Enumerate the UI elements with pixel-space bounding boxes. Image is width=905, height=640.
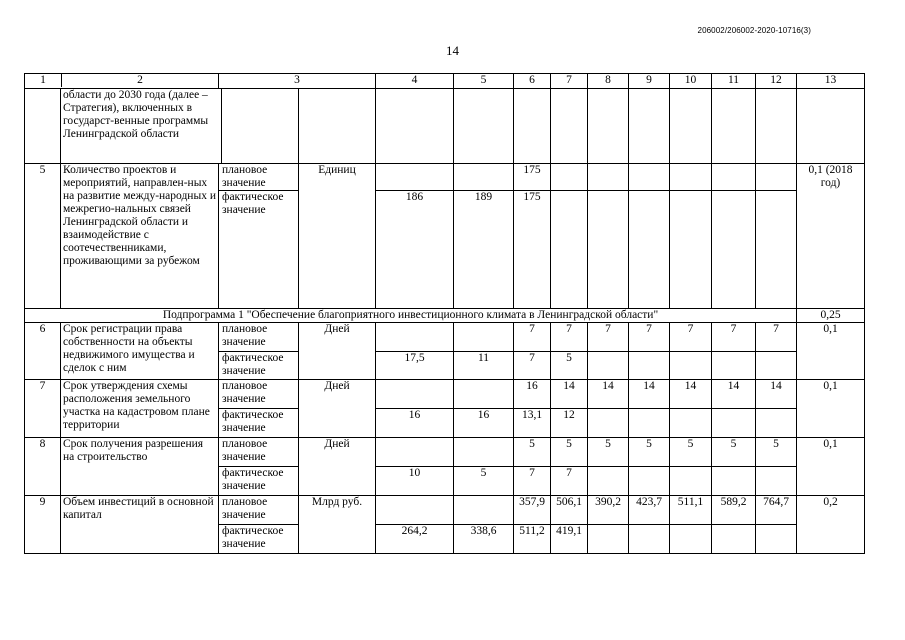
plan-value: 5 bbox=[670, 438, 712, 467]
fact-value bbox=[629, 409, 670, 438]
plan-value bbox=[670, 164, 712, 191]
indicator-name: Количество проектов и мероприятий, направлен-ных на развитие между-народных и межрегио-нальных связей Ленинградской области и взаимодействие с соотечественниками, проживающими за рубежом bbox=[61, 164, 219, 309]
plan-value: 175 bbox=[514, 164, 551, 191]
header-cell-8: 8 bbox=[588, 74, 629, 89]
fact-value bbox=[588, 352, 629, 380]
fact-value bbox=[670, 525, 712, 554]
indicator-row-plan bbox=[25, 380, 865, 409]
fact-value bbox=[712, 352, 756, 380]
fact-value bbox=[670, 191, 712, 309]
fact-value: 264,2 bbox=[376, 525, 454, 554]
plan-value: 5 bbox=[712, 438, 756, 467]
fact-value: 11 bbox=[454, 352, 514, 380]
header-cell-6: 6 bbox=[514, 74, 551, 89]
fact-value: 7 bbox=[514, 352, 551, 380]
plan-value: 357,9 bbox=[514, 496, 551, 525]
fact-value bbox=[712, 467, 756, 496]
fact-value bbox=[670, 467, 712, 496]
fact-value: 419,1 bbox=[551, 525, 588, 554]
plan-label: плановое значение bbox=[219, 323, 299, 352]
fact-value bbox=[588, 467, 629, 496]
header-cell-9: 9 bbox=[629, 74, 670, 89]
fact-value: 17,5 bbox=[376, 352, 454, 380]
plan-value bbox=[376, 380, 454, 409]
fact-value bbox=[551, 191, 588, 309]
plan-value bbox=[629, 164, 670, 191]
indicator-row-plan bbox=[25, 164, 865, 191]
continuation-row bbox=[25, 89, 865, 164]
fact-label: фактическое значение bbox=[219, 352, 299, 380]
fact-value: 16 bbox=[376, 409, 454, 438]
plan-value bbox=[454, 323, 514, 352]
plan-value: 423,7 bbox=[629, 496, 670, 525]
indicator-number: 5 bbox=[25, 164, 61, 309]
fact-value bbox=[712, 409, 756, 438]
unit: Единиц bbox=[299, 164, 376, 309]
plan-value: 5 bbox=[588, 438, 629, 467]
fact-value bbox=[629, 191, 670, 309]
fact-value: 7 bbox=[514, 467, 551, 496]
fact-label: фактическое значение bbox=[219, 409, 299, 438]
fact-value bbox=[756, 467, 797, 496]
plan-value: 589,2 bbox=[712, 496, 756, 525]
plan-value bbox=[376, 438, 454, 467]
plan-value: 5 bbox=[756, 438, 797, 467]
weight-value: 0,2 bbox=[797, 496, 865, 554]
fact-value: 189 bbox=[454, 191, 514, 309]
continued-indicator-text: области до 2030 года (далее – Стратегия), включенных в государст-венные программы Ленинградской области bbox=[61, 89, 222, 163]
unit: Дней bbox=[299, 323, 376, 380]
indicator-name: Срок регистрации права собственности на объекты недвижимого имущества и сделок с ним bbox=[61, 323, 219, 380]
weight-value: 0,1 bbox=[797, 323, 865, 380]
fact-value bbox=[588, 525, 629, 554]
plan-value: 16 bbox=[514, 380, 551, 409]
fact-value bbox=[588, 409, 629, 438]
fact-value: 13,1 bbox=[514, 409, 551, 438]
fact-value: 7 bbox=[551, 467, 588, 496]
indicator-number: 8 bbox=[25, 438, 61, 496]
plan-value: 7 bbox=[756, 323, 797, 352]
indicator-name: Объем инвестиций в основной капитал bbox=[61, 496, 219, 554]
document-id: 206002/206002-2020-10716(3) bbox=[697, 26, 811, 35]
fact-label: фактическое значение bbox=[219, 525, 299, 554]
plan-label: плановое значение bbox=[219, 164, 299, 191]
plan-value bbox=[756, 164, 797, 191]
plan-value: 7 bbox=[514, 323, 551, 352]
plan-value: 7 bbox=[712, 323, 756, 352]
plan-value: 5 bbox=[551, 438, 588, 467]
indicator-row-plan bbox=[25, 496, 865, 525]
fact-value bbox=[756, 191, 797, 309]
fact-value bbox=[712, 525, 756, 554]
plan-value bbox=[454, 496, 514, 525]
plan-value: 5 bbox=[629, 438, 670, 467]
plan-value: 7 bbox=[670, 323, 712, 352]
page-number: 14 bbox=[446, 43, 459, 58]
indicator-number: 7 bbox=[25, 380, 61, 438]
header-cell-13: 13 bbox=[797, 74, 865, 89]
plan-label: плановое значение bbox=[219, 438, 299, 467]
fact-value: 12 bbox=[551, 409, 588, 438]
plan-value: 7 bbox=[588, 323, 629, 352]
header-row bbox=[25, 74, 865, 89]
fact-value bbox=[756, 352, 797, 380]
subprogram-title: Подпрограмма 1 "Обеспечение благоприятного инвестиционного климата в Ленинградской области" bbox=[25, 309, 797, 323]
fact-value bbox=[712, 191, 756, 309]
weight-value: 0,1 (2018 год) bbox=[797, 164, 865, 309]
plan-value: 764,7 bbox=[756, 496, 797, 525]
fact-value bbox=[756, 525, 797, 554]
plan-value: 14 bbox=[756, 380, 797, 409]
indicators-table bbox=[24, 73, 865, 554]
fact-value: 16 bbox=[454, 409, 514, 438]
plan-value bbox=[376, 496, 454, 525]
fact-value: 511,2 bbox=[514, 525, 551, 554]
fact-label: фактическое значение bbox=[219, 467, 299, 496]
fact-value: 175 bbox=[514, 191, 551, 309]
unit: Дней bbox=[299, 438, 376, 496]
indicator-name: Срок утверждения схемы расположения земельного участка на кадастровом плане территории bbox=[61, 380, 219, 438]
fact-value: 10 bbox=[376, 467, 454, 496]
fact-label: фактическое значение bbox=[219, 191, 299, 309]
plan-value: 511,1 bbox=[670, 496, 712, 525]
indicator-number: 6 bbox=[25, 323, 61, 380]
fact-value bbox=[629, 467, 670, 496]
subprogram-weight: 0,25 bbox=[797, 309, 865, 323]
fact-value: 338,6 bbox=[454, 525, 514, 554]
plan-value: 14 bbox=[588, 380, 629, 409]
fact-value bbox=[670, 409, 712, 438]
plan-value bbox=[376, 164, 454, 191]
fact-value bbox=[588, 191, 629, 309]
plan-value bbox=[454, 164, 514, 191]
fact-value bbox=[629, 352, 670, 380]
plan-value: 390,2 bbox=[588, 496, 629, 525]
fact-value bbox=[629, 525, 670, 554]
plan-value bbox=[712, 164, 756, 191]
plan-value: 14 bbox=[551, 380, 588, 409]
fact-value: 5 bbox=[551, 352, 588, 380]
plan-value: 14 bbox=[712, 380, 756, 409]
plan-label: плановое значение bbox=[219, 380, 299, 409]
header-cell-5: 5 bbox=[454, 74, 514, 89]
fact-value bbox=[670, 352, 712, 380]
unit: Млрд руб. bbox=[299, 496, 376, 554]
plan-value: 5 bbox=[514, 438, 551, 467]
fact-value bbox=[756, 409, 797, 438]
header-cell-4: 4 bbox=[376, 74, 454, 89]
plan-value bbox=[454, 380, 514, 409]
plan-value: 7 bbox=[551, 323, 588, 352]
plan-value: 14 bbox=[670, 380, 712, 409]
weight-value: 0,1 bbox=[797, 438, 865, 496]
plan-value: 14 bbox=[629, 380, 670, 409]
plan-value bbox=[588, 164, 629, 191]
header-cell-12: 12 bbox=[756, 74, 797, 89]
header-cell-3: 3 bbox=[219, 74, 376, 89]
indicator-row-plan bbox=[25, 438, 865, 467]
header-cell-1: 1 bbox=[25, 74, 62, 87]
plan-value: 506,1 bbox=[551, 496, 588, 525]
fact-value: 5 bbox=[454, 467, 514, 496]
indicator-row-plan bbox=[25, 323, 865, 352]
subprogram-row bbox=[25, 309, 865, 323]
plan-value: 7 bbox=[629, 323, 670, 352]
plan-value bbox=[454, 438, 514, 467]
plan-value bbox=[551, 164, 588, 191]
header-cell-10: 10 bbox=[670, 74, 712, 89]
header-cell-11: 11 bbox=[712, 74, 756, 89]
unit: Дней bbox=[299, 380, 376, 438]
header-cell-7: 7 bbox=[551, 74, 588, 89]
plan-label: плановое значение bbox=[219, 496, 299, 525]
fact-value: 186 bbox=[376, 191, 454, 309]
weight-value: 0,1 bbox=[797, 380, 865, 438]
plan-value bbox=[376, 323, 454, 352]
header-cell-2: 2 bbox=[137, 74, 143, 86]
indicator-name: Срок получения разрешения на строительство bbox=[61, 438, 219, 496]
indicator-number: 9 bbox=[25, 496, 61, 554]
